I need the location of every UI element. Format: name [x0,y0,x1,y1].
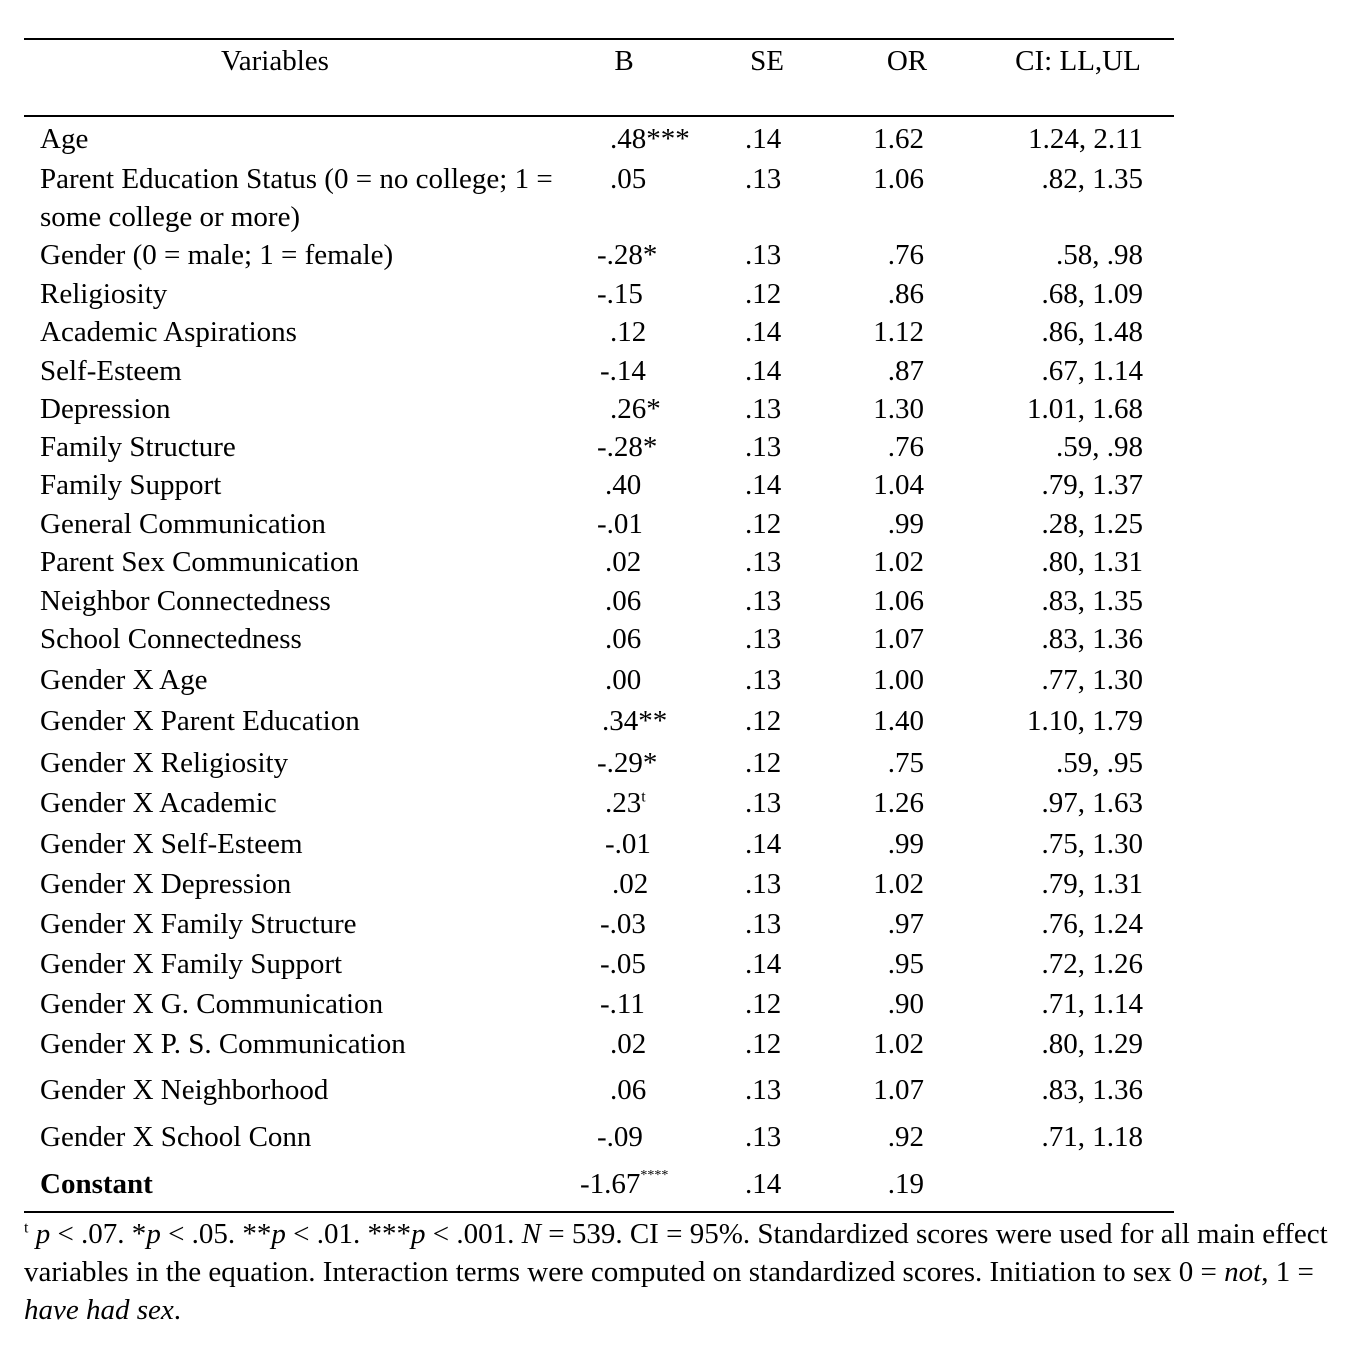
table-note: $^t$ p < .07. *p < .05. **p < .01. ***p < .001. N = 539. CI = 95%. Standardized scores were used for all main effect variables in the equation. Interaction terms were computed on standardized scores. Initiation to sex 0 = not, 1 = have had sex. [24,1218,1328,1326]
row-se: .14 [745,1168,782,1200]
row-se: .13 [745,431,782,463]
table-header-rule [24,115,1174,117]
row-b [560,505,727,543]
row-or: 1.00 [873,664,924,696]
row-b [560,543,735,581]
row-b [560,825,735,863]
row-se: .13 [745,239,782,271]
row-b-value: -.09 [597,1121,643,1153]
row-variable: Self-Esteem [40,355,182,387]
row-b-value: .34 [602,705,639,737]
row-or: 1.62 [873,123,924,155]
row-b-significance: * [642,431,658,463]
row-b-significance: * [642,747,658,779]
row-b [560,275,727,313]
row-b [560,428,727,466]
row-variable: Gender X Academic [40,787,277,819]
row-b-significance: *** [646,123,690,155]
row-se: .14 [745,469,782,501]
row-ci: .79, 1.31 [1041,868,1143,900]
row-b [560,702,732,740]
row-ci: .82, 1.35 [1041,163,1143,195]
row-se: .12 [745,508,782,540]
row-or: .90 [887,988,924,1020]
row-b-value: -.01 [597,508,643,540]
row-b-value: -.11 [600,988,645,1020]
row-se: .13 [745,1074,782,1106]
row-ci: .59, .98 [1056,431,1143,463]
row-ci: .86, 1.48 [1041,316,1143,348]
row-b [560,661,735,699]
row-or: 1.06 [873,585,924,617]
row-b-significance: ** [638,705,668,737]
row-or: 1.07 [873,1074,924,1106]
row-ci: .76, 1.24 [1041,908,1143,940]
row-b-value: .02 [612,868,649,900]
row-b-value: .02 [610,1028,647,1060]
row-or: .19 [887,1168,924,1200]
row-ci: .83, 1.35 [1041,585,1143,617]
row-se: .12 [745,1028,782,1060]
note-t-mark: t [24,1219,29,1237]
row-b-significance: * [642,239,658,271]
row-b-value: .06 [605,585,642,617]
row-or: .76 [887,239,924,271]
row-b [560,390,740,428]
row-variable: Gender X P. S. Communication [40,1028,406,1060]
row-or: .86 [887,278,924,310]
row-variable: Parent Sex Communication [40,546,359,578]
header-variables: Variables [221,45,329,77]
row-variable: Gender X Parent Education [40,705,360,737]
row-or: 1.12 [873,316,924,348]
row-variable: Depression [40,393,171,425]
row-b [560,945,730,983]
row-se: .14 [745,828,782,860]
row-b-value: .06 [605,623,642,655]
row-b-value: .26 [610,393,647,425]
row-ci: .97, 1.63 [1041,787,1143,819]
row-b [560,905,730,943]
row-ci: .83, 1.36 [1041,1074,1143,1106]
row-ci: .80, 1.29 [1041,1028,1143,1060]
row-or: .76 [887,431,924,463]
row-se: .13 [745,585,782,617]
row-b-value: .12 [610,316,647,348]
row-b-significance: * [646,393,661,425]
row-b-value: .02 [605,546,642,578]
row-variable: Age [40,123,89,155]
row-ci: .58, .98 [1056,239,1143,271]
row-ci: 1.10, 1.79 [1027,705,1143,737]
row-ci: .77, 1.30 [1041,664,1143,696]
row-b [560,1071,740,1109]
row-ci: 1.01, 1.68 [1027,393,1143,425]
row-se: .13 [745,787,782,819]
row-variable: Gender X Self-Esteem [40,828,303,860]
row-or: .99 [887,828,924,860]
row-variable: Family Support [40,469,222,501]
row-variable: Gender X Family Structure [40,908,357,940]
row-ci: .79, 1.37 [1041,469,1143,501]
note-p: p [411,1218,426,1250]
row-b [560,120,740,158]
header-or: OR [886,45,928,77]
row-ci: .75, 1.30 [1041,828,1143,860]
row-se: .12 [745,747,782,779]
note-p: p [146,1218,161,1250]
row-variable: General Communication [40,508,326,540]
row-se: .13 [745,1121,782,1153]
row-se: .13 [745,546,782,578]
row-ci: 1.24, 2.11 [1028,123,1143,155]
row-variable: Gender X Neighborhood [40,1074,329,1106]
row-variable: Family Structure [40,431,236,463]
row-b-value: -.28 [597,431,643,463]
row-or: .97 [887,908,924,940]
header-b: B [614,45,634,77]
row-b-value: .23 [605,787,642,819]
row-variable: Gender X Religiosity [40,747,289,779]
row-b-value: -.05 [600,948,646,980]
row-b-value: .05 [610,163,647,195]
row-b [560,582,735,620]
header-se: SE [750,45,784,77]
row-ci: .72, 1.26 [1041,948,1143,980]
row-se: .12 [745,278,782,310]
row-b [560,784,735,822]
row-se: .14 [745,948,782,980]
row-or: 1.02 [873,1028,924,1060]
row-ci: .80, 1.31 [1041,546,1143,578]
row-se: .13 [745,868,782,900]
row-or: .92 [887,1121,924,1153]
row-or: .95 [887,948,924,980]
row-or: 1.26 [873,787,924,819]
row-b-value: -.01 [605,828,651,860]
row-se: .13 [745,393,782,425]
row-variable: Gender X G. Communication [40,988,384,1020]
row-b-value: -.28 [597,239,643,271]
row-b-significance: **** [640,1168,669,1183]
row-b-value: -.03 [600,908,646,940]
row-se: .12 [745,705,782,737]
note-p: p [271,1218,286,1250]
row-b-value: -.15 [597,278,643,310]
row-b-value: .40 [605,469,642,501]
row-ci: .28, 1.25 [1041,508,1143,540]
row-or: .87 [887,355,924,387]
row-ci: .68, 1.09 [1041,278,1143,310]
row-variable: Academic Aspirations [40,316,297,348]
row-b [560,865,742,903]
row-b-value: .48 [610,123,647,155]
row-ci: .71, 1.14 [1041,988,1143,1020]
row-variable: Gender X Family Support [40,948,343,980]
row-or: .99 [887,508,924,540]
row-b [560,985,730,1023]
row-variable: Gender X School Conn [40,1121,312,1153]
row-variable: Gender X Age [40,664,208,696]
row-variable: Religiosity [40,278,168,310]
row-se: .14 [745,123,782,155]
row-ci: .83, 1.36 [1041,623,1143,655]
row-b [560,160,740,198]
row-variable: Parent Education Status (0 = no college; 1 = some college or more) [40,163,553,233]
row-variable: Neighbor Connectedness [40,585,331,617]
row-se: .14 [745,316,782,348]
row-variable: School Connectedness [40,623,302,655]
row-b-value: -.29 [597,747,643,779]
row-b [560,313,740,351]
row-or: .75 [887,747,924,779]
row-or: 1.40 [873,705,924,737]
row-b [560,744,727,782]
row-b [560,236,727,274]
row-variable: Gender X Depression [40,868,292,900]
row-se: .13 [745,908,782,940]
row-ci: .67, 1.14 [1041,355,1143,387]
row-b [560,466,735,504]
note-p: p [35,1218,51,1250]
row-or: 1.02 [873,546,924,578]
row-b-significance: t [641,788,646,806]
row-se: .14 [745,355,782,387]
row-b [560,352,730,390]
row-se: .13 [745,664,782,696]
header-ci: CI: LL,UL [1015,45,1141,77]
row-se: .12 [745,988,782,1020]
row-or: 1.30 [873,393,924,425]
table-top-rule [24,38,1174,40]
row-b-value: -1.67 [580,1168,641,1200]
row-b-value: .00 [605,664,642,696]
row-b [560,1165,710,1203]
row-b-value: .06 [610,1074,647,1106]
row-b [560,1025,740,1063]
row-b-value: -.14 [600,355,646,387]
row-variable: Constant [40,1168,153,1200]
row-se: .13 [745,163,782,195]
row-or: 1.04 [873,469,924,501]
table-bottom-rule [24,1211,1174,1213]
row-or: 1.07 [873,623,924,655]
row-b [560,620,735,658]
row-b [560,1118,727,1156]
row-ci: .71, 1.18 [1041,1121,1143,1153]
row-or: 1.06 [873,163,924,195]
row-or: 1.02 [873,868,924,900]
row-variable: Gender (0 = male; 1 = female) [40,239,394,271]
row-se: .13 [745,623,782,655]
note-n: N [521,1218,541,1250]
row-ci: .59, .95 [1056,747,1143,779]
